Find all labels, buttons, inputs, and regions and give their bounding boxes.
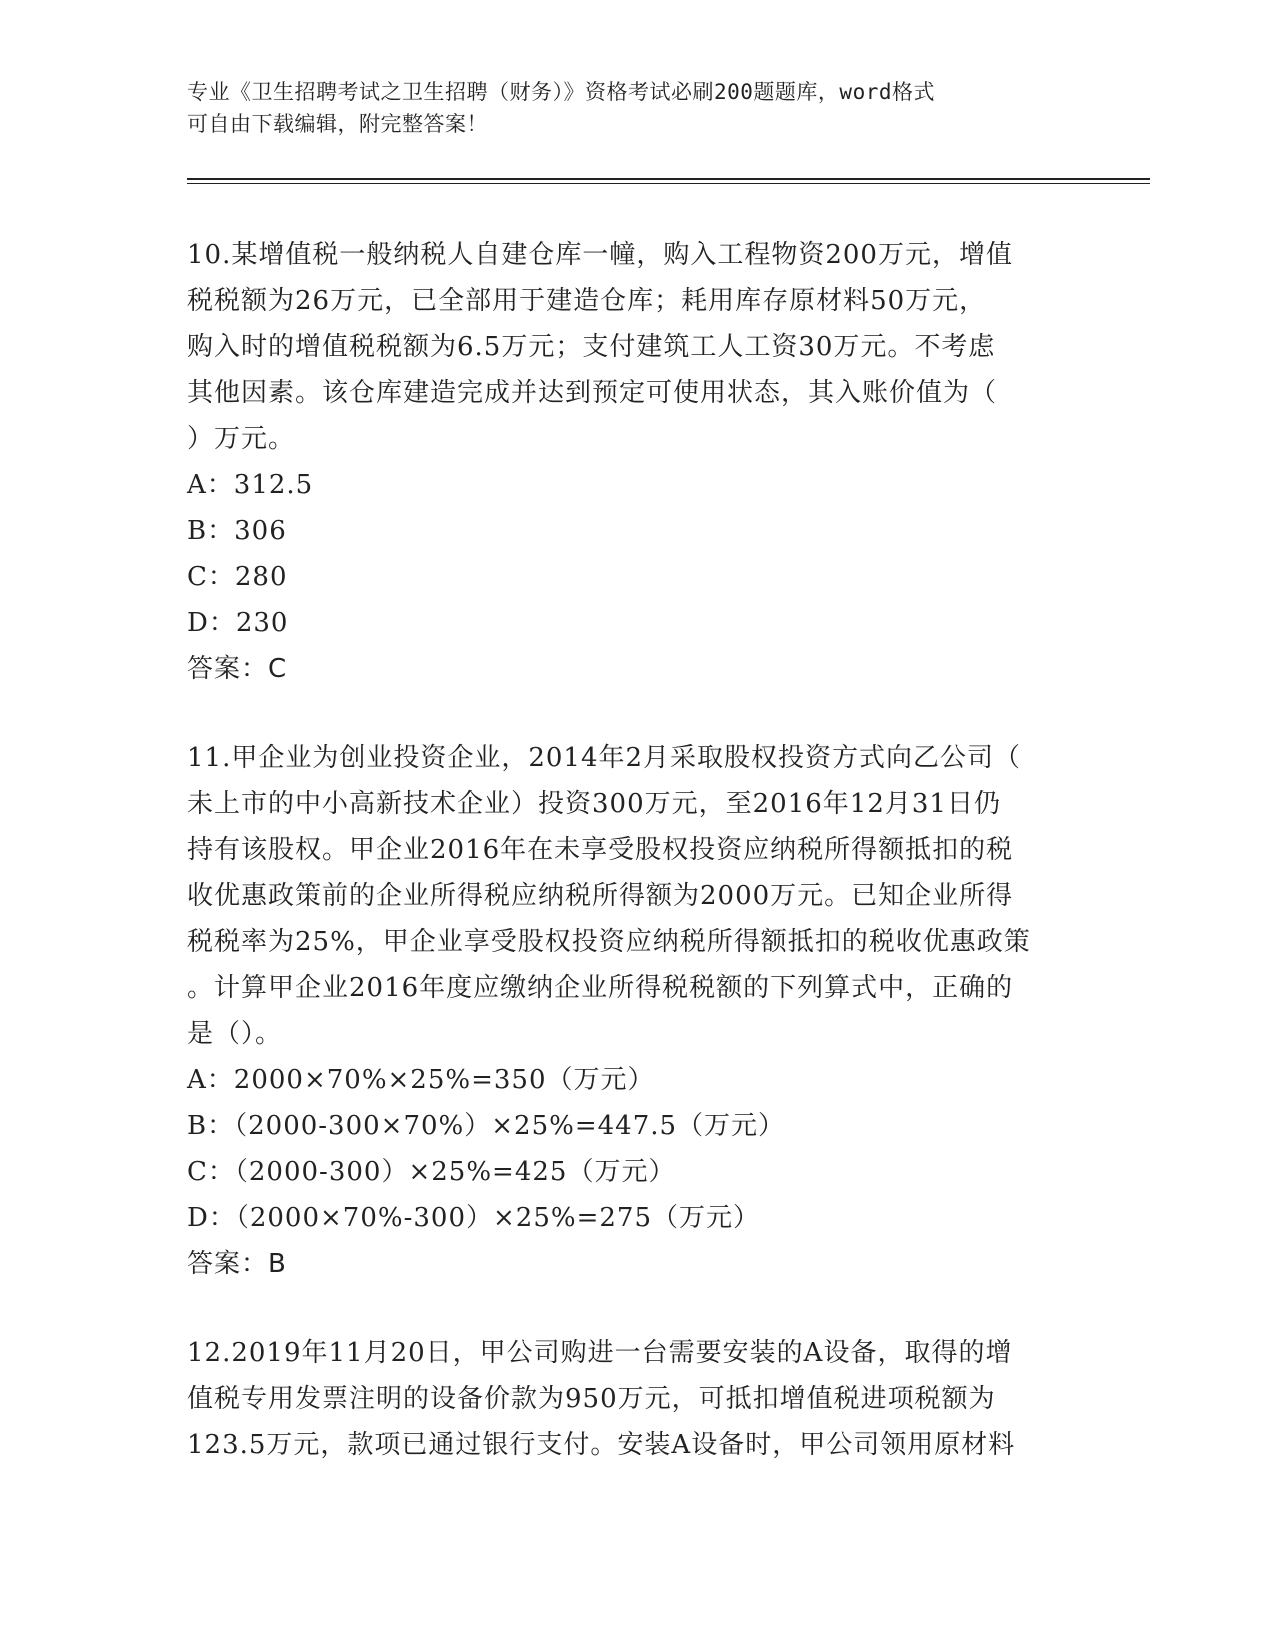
question-10: [187, 232, 1087, 692]
question-line: 11.甲企业为创业投资企业，2014年2月采取股权投资方式向乙公司（: [187, 743, 1022, 773]
question-line: 123.5万元，款项已通过银行支付。安装A设备时，甲公司领用原材料: [187, 1430, 1016, 1460]
question-text: [187, 232, 1087, 462]
question-text: [187, 735, 1087, 1057]
option-a: A：312.5: [187, 470, 314, 500]
header-divider-thin: [187, 183, 1150, 184]
question-line: ）万元。: [187, 424, 296, 454]
question-list: [187, 232, 1087, 1511]
option-c: C：280: [187, 562, 288, 592]
question-12: [187, 1330, 1087, 1468]
question-line: 税税额为26万元，已全部用于建造仓库；耗用库存原材料50万元，: [187, 286, 987, 316]
header-line: 可自由下载编辑，附完整答案！: [187, 112, 488, 136]
question-11: [187, 735, 1087, 1287]
option-c: C：（2000-300）×25%=425（万元）: [187, 1157, 676, 1187]
question-line: 。计算甲企业2016年度应缴纳企业所得税税额的下列算式中，正确的: [187, 973, 1014, 1003]
header-line: 专业《卫生招聘考试之卫生招聘（财务）》资格考试必刷200题题库，word格式: [187, 80, 935, 104]
option-d: D：230: [187, 608, 289, 638]
header-divider: [187, 178, 1150, 180]
option-a: A：2000×70%×25%=350（万元）: [187, 1065, 655, 1095]
question-line: 收优惠政策前的企业所得税应纳税所得额为2000万元。已知企业所得: [187, 881, 1014, 911]
option-b: B：306: [187, 516, 287, 546]
answer-label: 答案：B: [187, 1249, 287, 1279]
question-line: 10.某增值税一般纳税人自建仓库一幢，购入工程物资200万元，增值: [187, 240, 1013, 270]
question-line: 值税专用发票注明的设备价款为950万元，可抵扣增值税进项税额为: [187, 1384, 996, 1414]
option-d: D：（2000×70%-300）×25%=275（万元）: [187, 1203, 760, 1233]
question-text: [187, 1330, 1087, 1468]
option-b: B：（2000-300×70%）×25%=447.5（万元）: [187, 1111, 786, 1141]
question-line: 未上市的中小高新技术企业）投资300万元，至2016年12月31日仍: [187, 789, 1001, 819]
answer-label: 答案：C: [187, 654, 288, 684]
question-line: 持有该股权。甲企业2016年在未享受股权投资应纳税所得额抵扣的税: [187, 835, 1014, 865]
question-line: 购入时的增值税税额为6.5万元；支付建筑工人工资30万元。不考虑: [187, 332, 996, 362]
document-header: [187, 76, 1067, 140]
question-line: 是（）。: [187, 1019, 283, 1049]
question-line: 税税率为25%，甲企业享受股权投资应纳税所得额抵扣的税收优惠政策: [187, 927, 1031, 957]
question-line: 其他因素。该仓库建造完成并达到预定可使用状态，其入账价值为（: [187, 378, 998, 408]
question-line: 12.2019年11月20日，甲公司购进一台需要安装的A设备，取得的增: [187, 1338, 1013, 1368]
